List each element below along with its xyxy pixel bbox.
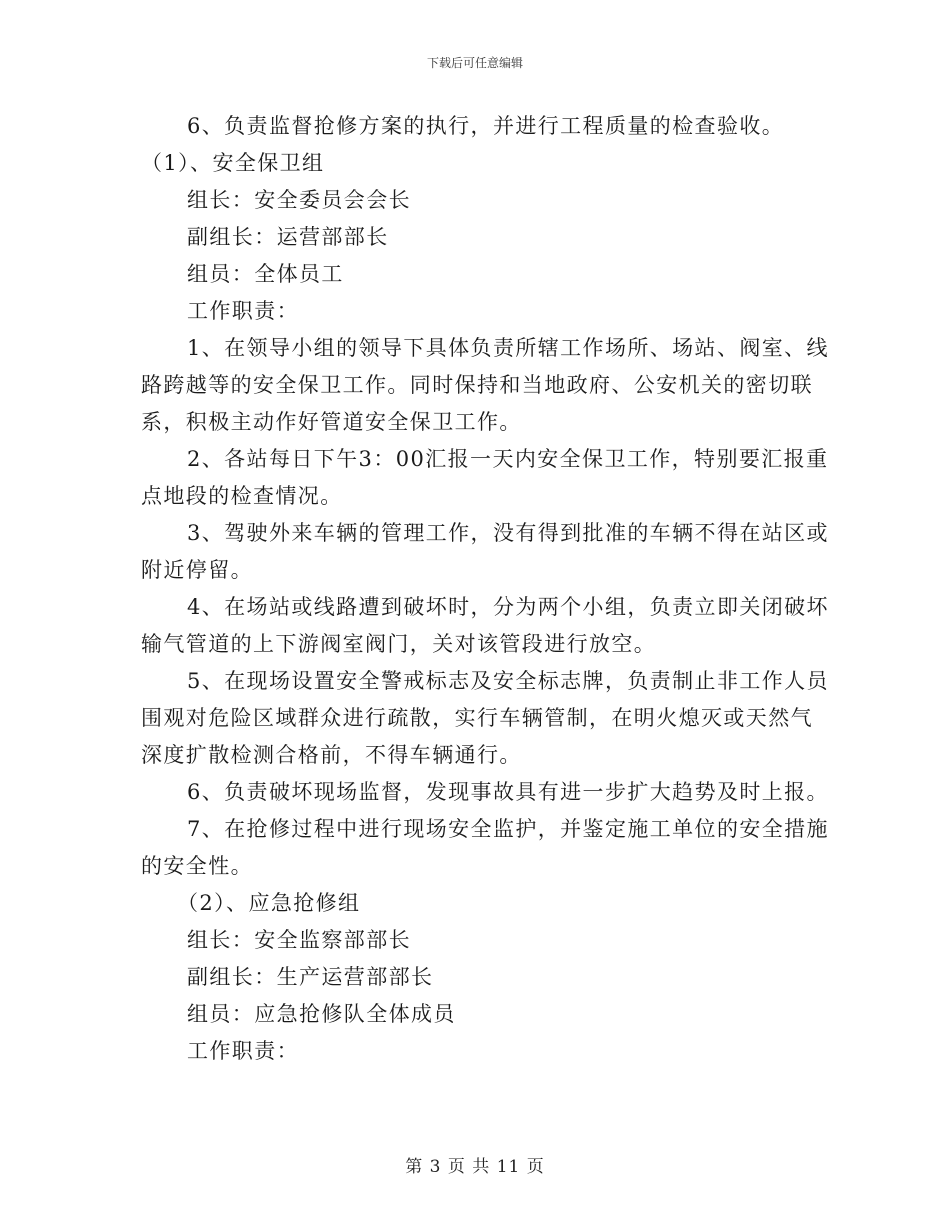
text-line: 系，积极主动作好管道安全保卫工作。: [141, 410, 522, 434]
text-line: 深度扩散检测合格前，不得车辆通行。: [141, 743, 522, 767]
text-line: 6、负责破坏现场监督，发现事故具有进一步扩大趋势及时上报。: [187, 780, 829, 804]
text-line: 4、在场站或线路遭到破坏时，分为两个小组，负责立即关闭破坏: [187, 595, 829, 619]
text-line: 输气管道的上下游阀室阀门，关对该管段进行放空。: [141, 632, 657, 656]
text-line: 3、驾驶外来车辆的管理工作，没有得到批准的车辆不得在站区或: [187, 521, 829, 545]
document-body: [141, 108, 829, 1070]
page-header: 下载后可任意编辑: [426, 56, 523, 70]
text-line: 的安全性。: [141, 854, 253, 878]
text-line: 组长：安全监察部部长: [187, 928, 411, 952]
text-line: 5、在现场设置安全警戒标志及安全标志牌，负责制止非工作人员: [187, 669, 829, 693]
text-line: 副组长：运营部部长: [187, 225, 389, 249]
text-line: 1、在领导小组的领导下具体负责所辖工作场所、场站、阀室、线: [187, 336, 829, 360]
text-line: 围观对危险区域群众进行疏散，实行车辆管制，在明火熄灭或天然气: [141, 706, 813, 730]
text-line: （2）、应急抢修组: [177, 891, 361, 915]
text-line: 组长：安全委员会会长: [187, 188, 411, 212]
text-line: 点地段的检查情况。: [141, 484, 343, 508]
text-line: 组员：全体员工: [187, 262, 344, 286]
text-line: 工作职责：: [187, 299, 299, 323]
text-line: （1）、安全保卫组: [141, 151, 325, 175]
text-line: 路跨越等的安全保卫工作。同时保持和当地政府、公安机关的密切联: [141, 373, 813, 397]
page-number-footer: 第 3 页 共 11 页: [405, 1157, 545, 1177]
text-line: 6、负责监督抢修方案的执行，并进行工程质量的检查验收。: [187, 114, 785, 138]
text-line: 组员：应急抢修队全体成员: [187, 1002, 456, 1026]
text-line: 2、各站每日下午3：00汇报一天内安全保卫工作，特别要汇报重: [187, 447, 829, 471]
text-line: 7、在抢修过程中进行现场安全监护，并鉴定施工单位的安全措施: [187, 817, 829, 841]
text-line: 附近停留。: [141, 558, 253, 582]
text-line: 副组长：生产运营部部长: [187, 965, 434, 989]
text-line: 工作职责：: [187, 1039, 299, 1063]
